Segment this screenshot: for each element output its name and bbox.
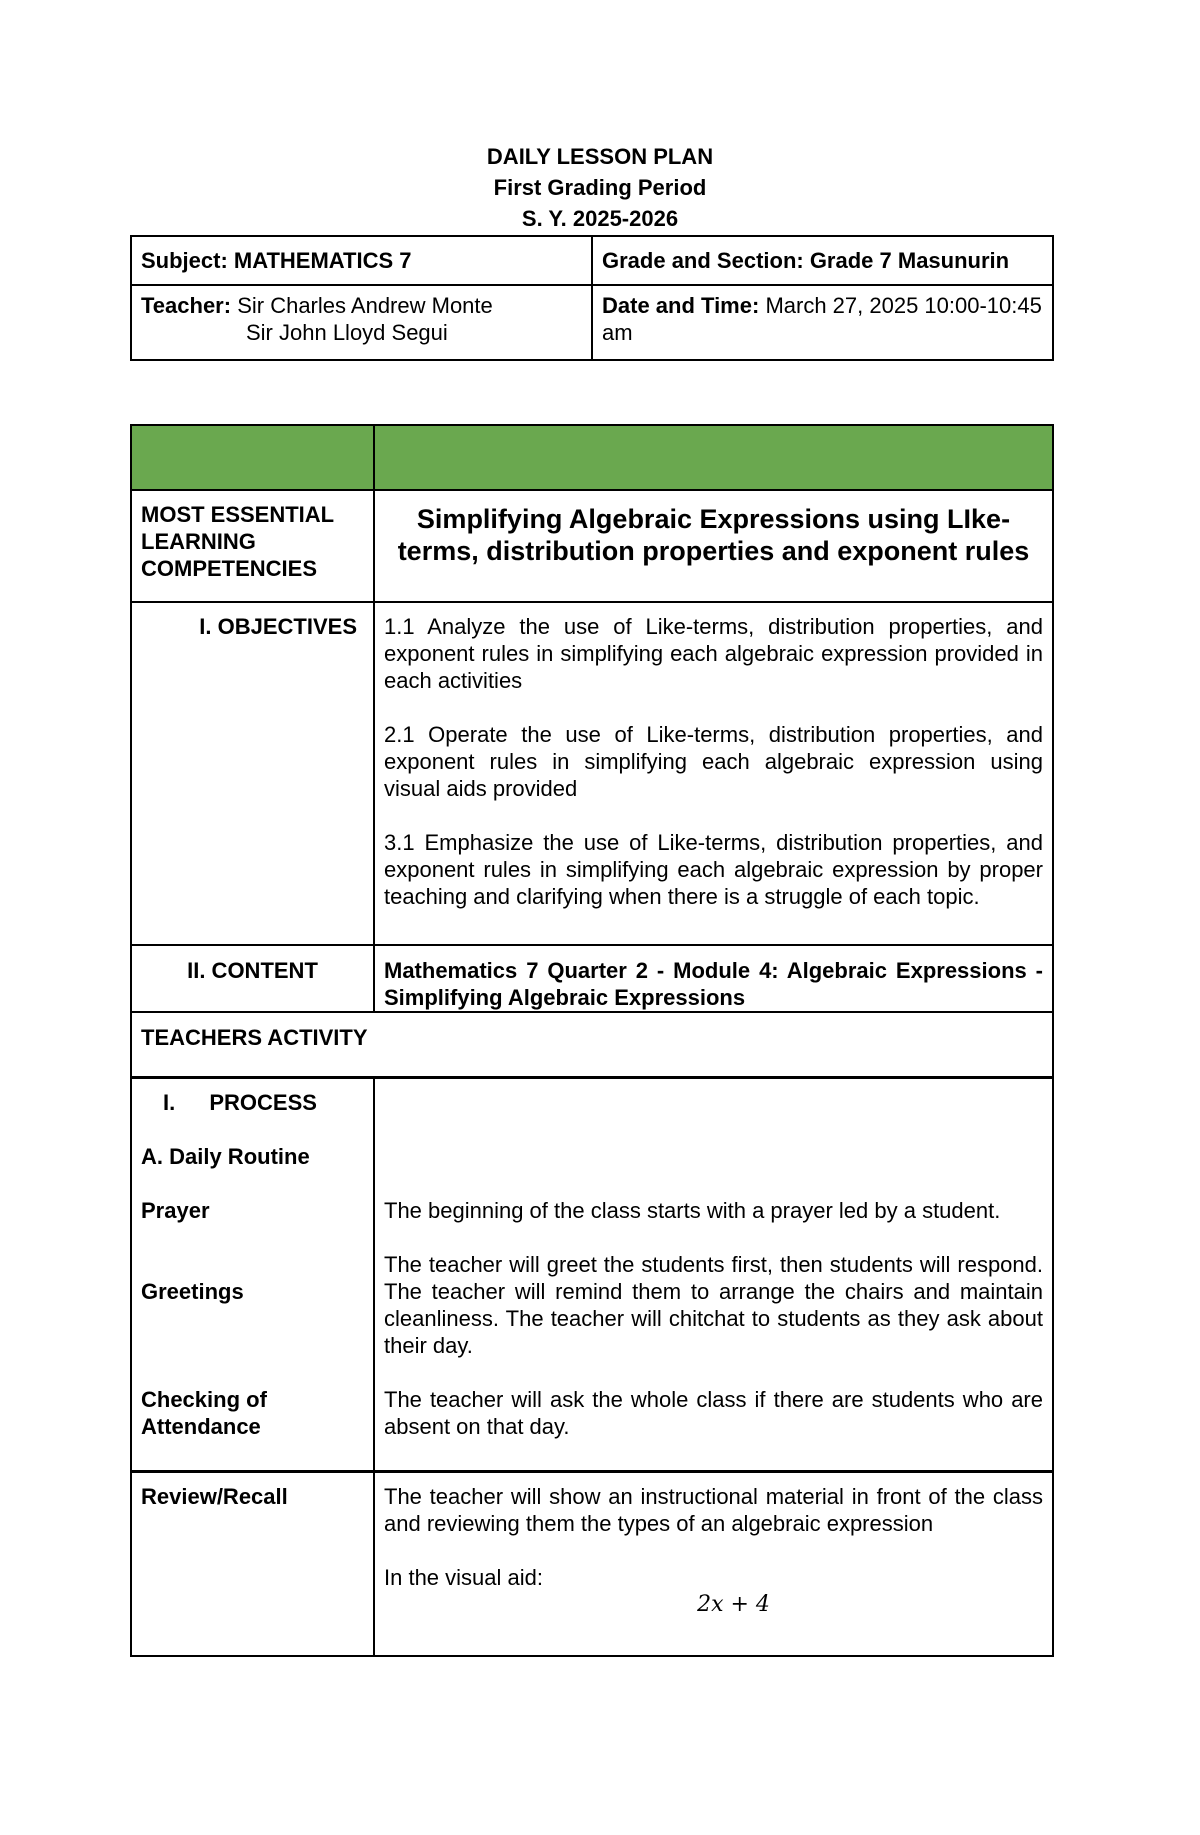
teacher-name-1: Sir Charles Andrew Monte xyxy=(237,293,493,318)
datetime-cell xyxy=(592,285,1053,360)
daily-routine-label: A. Daily Routine xyxy=(141,1144,310,1169)
grade-section-cell: Grade and Section: Grade 7 Masunurin xyxy=(592,236,1053,285)
header-band-row xyxy=(131,425,1053,490)
process-label: PROCESS xyxy=(209,1090,317,1115)
process-number: I. xyxy=(163,1090,176,1115)
document-title: DAILY LESSON PLAN xyxy=(486,144,714,169)
objective-2: 2.1 Operate the use of Like-terms, distribution properties, and exponent rules in simplifying each algebraic expression using visual aids provided xyxy=(384,722,1043,801)
review-row xyxy=(131,1472,1053,1657)
objective-1: 1.1 Analyze the use of Like-terms, distribution properties, and exponent rules in simplifying each algebraic expression provided in each activities xyxy=(384,614,1043,693)
school-year: S. Y. 2025-2026 xyxy=(521,206,679,231)
teacher-name-2: Sir John Lloyd Segui xyxy=(246,320,448,345)
process-heading xyxy=(141,1089,364,1116)
header-band-left xyxy=(131,425,374,490)
lesson-plan-table xyxy=(130,424,1054,1657)
document-header xyxy=(0,141,1200,234)
review-text: The teacher will show an instructional material in front of the class and reviewing them the types of an algebraic expression xyxy=(384,1484,1043,1536)
attendance-label: Checking of Attendance xyxy=(141,1387,267,1439)
content-label: II. CONTENT xyxy=(131,945,374,1012)
objectives-row xyxy=(131,602,1053,945)
teacher-cell xyxy=(131,285,592,360)
process-row xyxy=(131,1078,1053,1472)
review-label: Review/Recall xyxy=(131,1472,374,1657)
teachers-activity-row xyxy=(131,1012,1053,1078)
process-right xyxy=(374,1078,1053,1472)
content-value: Mathematics 7 Quarter 2 - Module 4: Algebraic Expressions - Simplifying Algebraic Expressions xyxy=(374,945,1053,1012)
visual-aid-label: In the visual aid: xyxy=(384,1565,543,1590)
objective-3: 3.1 Emphasize the use of Like-terms, distribution properties, and exponent rules in simplifying each algebraic expression by proper teaching and clarifying when there is a struggle of each topic. xyxy=(384,830,1043,909)
teacher-label: Teacher: xyxy=(141,293,232,318)
prayer-label: Prayer xyxy=(141,1198,210,1223)
objectives-label: I. OBJECTIVES xyxy=(131,602,374,945)
prayer-text: The beginning of the class starts with a prayer led by a student. xyxy=(384,1198,1001,1223)
datetime-label: Date and Time: xyxy=(602,293,760,318)
content-row xyxy=(131,945,1053,1012)
algebraic-expression: 2x + 4 xyxy=(697,1592,770,1617)
mel-row xyxy=(131,490,1053,602)
grading-period: First Grading Period xyxy=(493,175,707,200)
teachers-activity-heading: TEACHERS ACTIVITY xyxy=(131,1012,1053,1078)
process-left xyxy=(131,1078,374,1472)
datetime-value: March 27, 2025 10:00-10:45 am xyxy=(602,293,1042,345)
objectives-cell xyxy=(374,602,1053,945)
mel-label: MOST ESSENTIAL LEARNING COMPETENCIES xyxy=(131,490,374,602)
mel-title: Simplifying Algebraic Expressions using LIke-terms, distribution properties and exponent rules xyxy=(397,504,1030,566)
header-band-right xyxy=(374,425,1053,490)
info-table xyxy=(130,235,1054,361)
greetings-text: The teacher will greet the students first, then students will respond. The teacher will remind them to arrange the chairs and maintain cleanliness. The teacher will chitchat to students as they ask about their day. xyxy=(384,1252,1043,1358)
subject-cell: Subject: MATHEMATICS 7 xyxy=(131,236,592,285)
review-cell xyxy=(374,1472,1053,1657)
mel-title-cell xyxy=(374,490,1053,602)
greetings-label: Greetings xyxy=(141,1279,244,1304)
attendance-text: The teacher will ask the whole class if there are students who are absent on that day. xyxy=(384,1387,1043,1439)
